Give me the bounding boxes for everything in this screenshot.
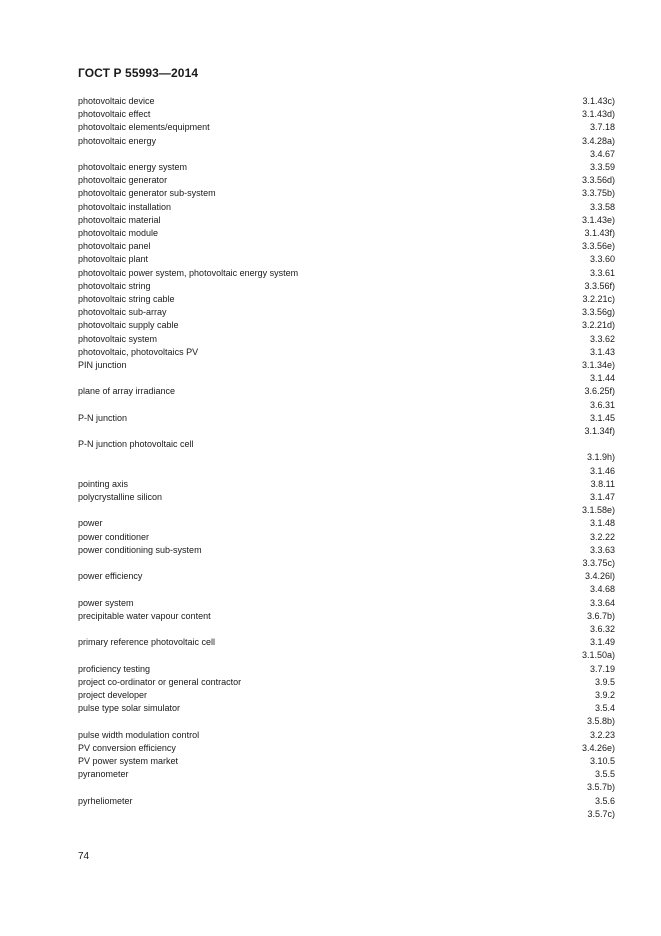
index-entry: [78, 161, 615, 174]
page-number: 74: [78, 851, 90, 862]
index-reference: 3.5.5: [594, 769, 615, 780]
index-reference: 3.6.32: [589, 624, 615, 634]
index-entry: [78, 121, 615, 134]
index-reference: 3.6.25f): [584, 386, 615, 397]
index-entry: [78, 267, 615, 280]
index-term: pulse width modulation control: [78, 729, 200, 740]
index-term: photovoltaic module: [78, 228, 159, 238]
index-term: photovoltaic material: [78, 214, 161, 225]
index-term: pyranometer: [78, 769, 129, 780]
index-entry: [78, 187, 615, 200]
index-entry: [78, 702, 615, 715]
index-term: photovoltaic system: [78, 333, 158, 344]
index-reference: 3.1.44: [589, 373, 615, 384]
index-reference: 3.9.5: [594, 676, 615, 687]
index-entry: [78, 465, 615, 478]
index-entry: [78, 240, 615, 253]
index-term: photovoltaic plant: [78, 254, 149, 265]
index-reference: 3.1.58e): [581, 505, 615, 516]
index-reference: 3.3.59: [589, 162, 615, 172]
index-reference: 3.7.18: [589, 122, 615, 133]
index-term: photovoltaic generator: [78, 175, 168, 186]
index-term: photovoltaic panel: [78, 241, 151, 252]
index-entry: [78, 570, 615, 583]
index-entry: [78, 280, 615, 293]
index-reference: 3.10.5: [589, 756, 615, 766]
index-reference: 3.3.63: [589, 544, 615, 555]
index-term: proficiency testing: [78, 663, 151, 674]
index-term: pointing axis: [78, 478, 129, 489]
index-reference: 3.5.7c): [587, 808, 615, 819]
index-reference: 3.5.6: [594, 795, 615, 806]
index-reference: 3.1.47: [589, 492, 615, 502]
index-entry: [78, 306, 615, 319]
index-term: power conditioning sub-system: [78, 544, 202, 555]
index-term: photovoltaic effect: [78, 109, 151, 120]
index-term: project co-ordinator or general contractor: [78, 676, 242, 687]
index-reference: 3.1.49: [589, 637, 615, 648]
index-reference: 3.1.45: [589, 412, 615, 423]
index-term: plane of array irradiance: [78, 386, 176, 397]
index-entry: [78, 201, 615, 214]
index-term: power conditioner: [78, 531, 150, 542]
index-reference: 3.1.34e): [581, 360, 615, 370]
index-term: photovoltaic sub-array: [78, 307, 167, 318]
index-reference: 3.1.9h): [586, 452, 615, 463]
index-reference: 3.5.7b): [586, 782, 615, 793]
index-term: pulse type solar simulator: [78, 703, 181, 714]
index-entry: [78, 478, 615, 491]
index-entry: [78, 148, 615, 161]
index-entry: [78, 557, 615, 570]
index-entry: [78, 583, 615, 596]
index-reference: 3.3.56d): [581, 175, 615, 186]
index-reference: 3.1.34f): [584, 426, 615, 436]
index-term: photovoltaic energy system: [78, 162, 188, 172]
index-entry: [78, 742, 615, 755]
index-reference: 3.7.19: [589, 663, 615, 674]
index-reference: 3.3.56e): [581, 241, 615, 252]
index-term: photovoltaic, photovoltaics PV: [78, 346, 199, 357]
index-entry: [78, 227, 615, 240]
index-reference: 3.8.11: [590, 478, 615, 489]
index-entry: [78, 504, 615, 517]
index-reference: 3.3.62: [589, 333, 615, 344]
index-entry: [78, 610, 615, 623]
index-entry: [78, 808, 615, 821]
index-entry: [78, 531, 615, 544]
index-entry: [78, 768, 615, 781]
index-entry: [78, 135, 615, 148]
index-entry: [78, 755, 615, 768]
index-term: P-N junction photovoltaic cell: [78, 439, 194, 450]
index-entry: [78, 491, 615, 504]
index-term: pyrheliometer: [78, 795, 133, 806]
index-entry: [78, 623, 615, 636]
index-reference: 3.5.4: [594, 703, 615, 714]
index-reference: 3.3.60: [589, 254, 615, 265]
index-term: precipitable water vapour content: [78, 610, 211, 621]
index-entry: [78, 795, 615, 808]
index-reference: 3.1.43: [589, 346, 615, 357]
index-reference: 3.6.31: [589, 399, 615, 410]
index-entry: [78, 372, 615, 385]
index-entry: [78, 676, 615, 689]
index-reference: 3.4.26l): [584, 571, 615, 582]
index-reference: 3.1.43d): [581, 109, 615, 120]
index-reference: 3.2.22: [589, 531, 615, 542]
index-term: power efficiency: [78, 571, 143, 582]
index-term: photovoltaic elements/equipment: [78, 122, 210, 133]
index-term: power system: [78, 597, 134, 608]
index-reference: 3.3.56g): [581, 307, 615, 318]
index-term: primary reference photovoltaic cell: [78, 637, 216, 648]
index-entry: [78, 412, 615, 425]
index-entry: [78, 333, 615, 346]
index-term: project developer: [78, 690, 148, 700]
index-entry: [78, 399, 615, 412]
index-entry: [78, 438, 615, 451]
index-term: photovoltaic supply cable: [78, 320, 179, 331]
index-reference: 3.3.61: [589, 267, 615, 278]
index-term: polycrystalline silicon: [78, 492, 163, 502]
index-entry: [78, 781, 615, 794]
index-reference: 3.1.43e): [581, 214, 615, 225]
index-entry: [78, 425, 615, 438]
index-reference: 3.9.2: [594, 690, 615, 700]
index-entry: [78, 544, 615, 557]
index-reference: 3.3.56f): [584, 280, 615, 291]
index-reference: 3.2.21d): [581, 320, 615, 331]
index-reference: 3.2.21c): [582, 294, 615, 304]
index-entry: [78, 319, 615, 332]
index-reference: 3.4.26e): [581, 742, 615, 753]
index-term: PV conversion efficiency: [78, 742, 176, 753]
page-header-title: ГОСТ Р 55993—2014: [78, 66, 199, 80]
index-reference: 3.3.75b): [581, 188, 615, 199]
index-entry: [78, 359, 615, 372]
index-entry: [78, 729, 615, 742]
index-entry: [78, 636, 615, 649]
index-term: P-N junction: [78, 412, 128, 423]
index-reference: 3.1.46: [589, 465, 615, 476]
index-reference: 3.1.50a): [581, 650, 615, 661]
index-entry: [78, 214, 615, 227]
index-reference: 3.2.23: [589, 729, 615, 740]
index-reference: 3.4.68: [589, 584, 615, 595]
index-entry: [78, 689, 615, 702]
index-reference: 3.6.7b): [586, 610, 615, 621]
index-reference: 3.1.48: [589, 518, 615, 529]
index-entry: [78, 253, 615, 266]
index-term: power: [78, 518, 103, 529]
index-entry: [78, 108, 615, 121]
index-entry: [78, 293, 615, 306]
index-entry: [78, 385, 615, 398]
index-entry: [78, 663, 615, 676]
index-entry: [78, 346, 615, 359]
index-reference: 3.3.75c): [582, 558, 615, 568]
index-reference: 3.1.43c): [582, 96, 615, 106]
index-reference: 3.5.8b): [586, 716, 615, 727]
index-entry: [78, 517, 615, 530]
index-term: photovoltaic power system, photovoltaic energy system: [78, 267, 299, 278]
index-term: photovoltaic energy: [78, 135, 157, 146]
index-term: photovoltaic string cable: [78, 294, 175, 304]
index-reference: 3.4.67: [589, 148, 615, 159]
index-entry: [78, 174, 615, 187]
index-term: PIN junction: [78, 360, 127, 370]
index-term: photovoltaic string: [78, 280, 151, 291]
index-entry: [78, 649, 615, 662]
index-reference: 3.3.64: [589, 597, 615, 608]
index-reference: 3.3.58: [589, 201, 615, 212]
index-term: photovoltaic installation: [78, 201, 172, 212]
index-entry: [78, 597, 615, 610]
index-entry: [78, 451, 615, 464]
index-reference: 3.4.28a): [581, 135, 615, 146]
index-term: photovoltaic generator sub-system: [78, 188, 216, 199]
index-term: photovoltaic device: [78, 96, 155, 106]
index-entry: [78, 715, 615, 728]
index-term: PV power system market: [78, 756, 179, 766]
index-reference: 3.1.43f): [584, 228, 615, 238]
index-entry: [78, 95, 615, 108]
